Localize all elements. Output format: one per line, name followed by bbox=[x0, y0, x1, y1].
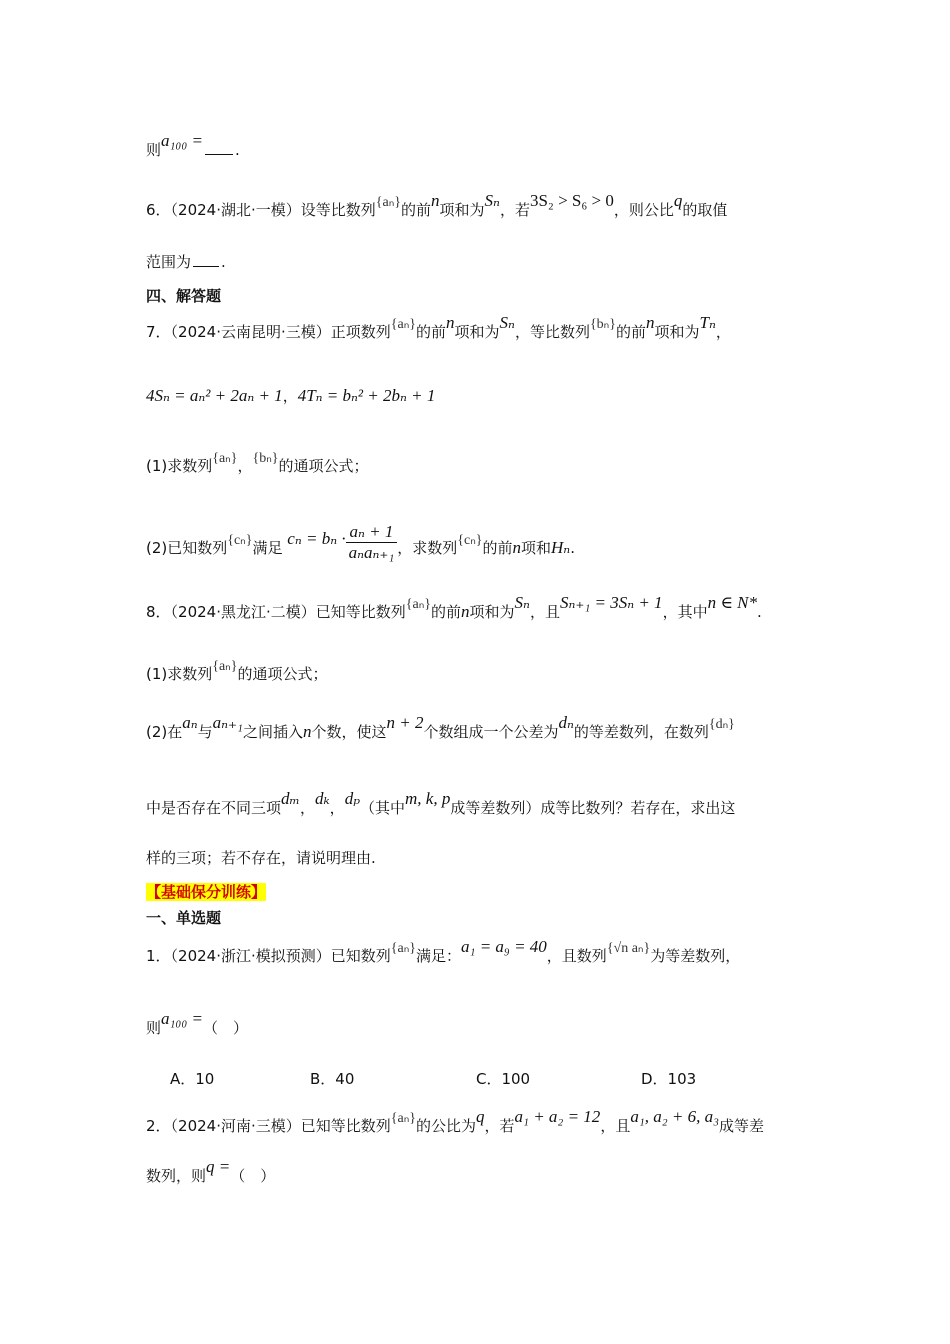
text: (1)求数列 bbox=[146, 665, 213, 683]
q8-part2 bbox=[146, 713, 735, 744]
section-title: 一、单选题 bbox=[146, 909, 222, 927]
math-sn: Sₙ bbox=[499, 313, 515, 332]
text: ，等比数列 bbox=[514, 323, 590, 341]
option-a[interactable]: A．10 bbox=[170, 1070, 215, 1088]
math-seq-dn: {dₙ} bbox=[708, 717, 735, 732]
text: ，且 bbox=[529, 603, 560, 621]
text: 项和为 bbox=[439, 201, 485, 219]
text: （其中 bbox=[360, 799, 406, 817]
math-n: n bbox=[461, 602, 470, 621]
text: ， bbox=[282, 387, 298, 405]
math-n: n bbox=[446, 313, 455, 332]
math-dk: dₖ bbox=[314, 789, 330, 808]
math-n: n bbox=[431, 191, 440, 210]
math-sn: Sₙ bbox=[484, 191, 500, 210]
text: ，若 bbox=[499, 201, 530, 219]
math-seq-an: {aₙ} bbox=[212, 451, 238, 466]
text: ， bbox=[299, 799, 315, 817]
text: 样的三项；若不存在，请说明理由. bbox=[146, 849, 376, 867]
option-c[interactable]: C．100 bbox=[476, 1070, 531, 1088]
math-q: q bbox=[673, 191, 683, 210]
math-seq-an: {aₙ} bbox=[390, 941, 417, 956]
math-an-plus-1: aₙ₊₁ bbox=[212, 713, 243, 732]
math-seq-an: {aₙ} bbox=[390, 1111, 417, 1126]
math-dp: dₚ bbox=[344, 789, 360, 808]
question-number: 8． bbox=[146, 603, 171, 621]
q8-part1 bbox=[146, 659, 328, 686]
text: 已知等比数列 bbox=[300, 1117, 391, 1135]
text: . bbox=[221, 253, 226, 271]
math-q-eq: q = bbox=[206, 1157, 231, 1176]
math-cn-def: cₙ = bₙ · bbox=[287, 529, 346, 548]
question-source: （2024·云南昆明·三模） bbox=[170, 323, 331, 341]
math-n: n bbox=[646, 313, 655, 332]
text: 的前 bbox=[615, 323, 646, 341]
option-d[interactable]: D．103 bbox=[641, 1070, 697, 1088]
math-n-in-n: n ∈ N* bbox=[707, 593, 758, 612]
answer-paren: （ ） bbox=[230, 1167, 276, 1185]
text: 项和为 bbox=[654, 323, 700, 341]
text: 成等差数列）成等比数列？若存在，求出这 bbox=[450, 799, 736, 817]
text: ， bbox=[237, 457, 253, 475]
math-mkp: m, k, p bbox=[405, 789, 451, 808]
section-tag: 【基础保分训练】 bbox=[146, 883, 267, 901]
text: 则 bbox=[146, 1019, 162, 1037]
math-seq-sqrt: {√n aₙ} bbox=[606, 941, 651, 956]
text: . bbox=[570, 539, 575, 557]
answer-blank bbox=[193, 264, 219, 267]
b2-line-1 bbox=[146, 1107, 765, 1138]
math-dm: dₘ bbox=[281, 789, 300, 808]
text: 的公比为 bbox=[416, 1117, 477, 1135]
b2-line-2 bbox=[146, 1157, 276, 1186]
fraction-numerator: aₙ + 1 bbox=[346, 522, 398, 543]
math-equation: 4Tₙ = bₙ² + 2bₙ + 1 bbox=[297, 386, 436, 405]
q5-tail-line bbox=[146, 131, 240, 160]
math-dn: dₙ bbox=[558, 713, 574, 732]
text: ，则公比 bbox=[613, 201, 674, 219]
answer-blank bbox=[205, 152, 233, 155]
q7-part2 bbox=[146, 522, 575, 569]
math-n: n bbox=[302, 722, 312, 741]
question-number: 6． bbox=[146, 201, 171, 219]
math-n: n bbox=[512, 538, 522, 557]
math-a100: a₁₀₀ = bbox=[161, 131, 203, 150]
q7-line-2 bbox=[146, 386, 435, 406]
text: ， bbox=[715, 323, 731, 341]
section-title: 四、解答题 bbox=[146, 287, 222, 305]
text: ，其中 bbox=[662, 603, 708, 621]
text: 已知数列 bbox=[330, 947, 391, 965]
math-terms: a₁, a₂ + 6, a₃ bbox=[630, 1107, 720, 1126]
question-number: 7． bbox=[146, 323, 171, 341]
text: 设等比数列 bbox=[300, 201, 376, 219]
text: 与 bbox=[197, 723, 213, 741]
math-n-plus-2: n + 2 bbox=[386, 713, 424, 732]
text: 成等差 bbox=[719, 1117, 765, 1135]
text: ，若 bbox=[484, 1117, 515, 1135]
math-seq-bn: {bₙ} bbox=[589, 317, 616, 332]
text: (2)已知数列 bbox=[146, 539, 228, 557]
text: 为等差数列， bbox=[650, 947, 741, 965]
math-seq-bn: {bₙ} bbox=[252, 451, 279, 466]
text: (2)在 bbox=[146, 723, 183, 741]
q8-part2-end bbox=[146, 848, 376, 868]
text: 满足： bbox=[416, 947, 462, 965]
text: 的通项公式； bbox=[237, 665, 328, 683]
text: 的通项公式； bbox=[278, 457, 369, 475]
section-tag-line bbox=[146, 882, 266, 902]
question-number: 1． bbox=[146, 947, 171, 965]
question-source: （2024·浙江·模拟预测） bbox=[170, 947, 331, 965]
text: 的等差数列，在数列 bbox=[573, 723, 709, 741]
math-hn: Hₙ bbox=[551, 538, 571, 557]
math-seq-cn: {cₙ} bbox=[227, 533, 253, 548]
q7-line-1 bbox=[146, 313, 731, 344]
math-seq-an: {aₙ} bbox=[212, 659, 238, 674]
math-tn: Tₙ bbox=[699, 313, 716, 332]
text: 的前 bbox=[401, 201, 432, 219]
answer-paren: （ ） bbox=[202, 1019, 248, 1037]
text: 已知等比数列 bbox=[315, 603, 406, 621]
text: ，求数列 bbox=[397, 539, 458, 557]
text: ，且数列 bbox=[546, 947, 607, 965]
math-sn: Sₙ bbox=[514, 593, 530, 612]
question-number: 2． bbox=[146, 1117, 171, 1135]
text: 则 bbox=[146, 141, 162, 159]
text: 的前 bbox=[416, 323, 447, 341]
math-fraction bbox=[346, 522, 398, 563]
option-b[interactable]: B．40 bbox=[310, 1070, 355, 1088]
text: (1)求数列 bbox=[146, 457, 213, 475]
math-seq-cn: {cₙ} bbox=[457, 533, 483, 548]
math-seq-an: {aₙ} bbox=[375, 195, 402, 210]
text: ， bbox=[329, 799, 345, 817]
section-heading bbox=[146, 286, 221, 306]
question-source: （2024·河南·三模） bbox=[170, 1117, 301, 1135]
text: . bbox=[234, 141, 240, 159]
math-inequality: 3S₂ > S₆ > 0 bbox=[529, 191, 614, 210]
math-equation: Sₙ₊₁ = 3Sₙ + 1 bbox=[559, 593, 663, 612]
math-q: q bbox=[476, 1107, 485, 1126]
math-equation: a₁ + a₂ = 12 bbox=[514, 1107, 601, 1126]
text: 的前 bbox=[431, 603, 462, 621]
math-seq-an: {aₙ} bbox=[405, 597, 432, 612]
text: 之间插入 bbox=[242, 723, 303, 741]
math-seq-an: {aₙ} bbox=[390, 317, 417, 332]
fraction-denominator: aₙaₙ₊₁ bbox=[348, 543, 395, 562]
text: 的前 bbox=[482, 539, 513, 557]
b1-line-2 bbox=[146, 1009, 248, 1038]
text: . bbox=[757, 603, 762, 621]
text: 数列，则 bbox=[146, 1167, 207, 1185]
q7-part1 bbox=[146, 451, 369, 478]
text: 满足 bbox=[252, 539, 283, 557]
q8-line-1 bbox=[146, 593, 762, 624]
text: 中是否存在不同三项 bbox=[146, 799, 282, 817]
question-source: （2024·黑龙江·二模） bbox=[170, 603, 316, 621]
math-equation: a₁ = a₉ = 40 bbox=[461, 937, 547, 956]
q8-part2-cont bbox=[146, 789, 736, 818]
text: ，且 bbox=[600, 1117, 631, 1135]
math-an: aₙ bbox=[182, 713, 198, 732]
math-equation: 4Sₙ = aₙ² + 2aₙ + 1 bbox=[146, 386, 283, 405]
question-source: （2024·湖北·一模） bbox=[170, 201, 301, 219]
text: 项和 bbox=[521, 539, 552, 557]
q6-line-1 bbox=[146, 191, 728, 222]
text: 项和为 bbox=[454, 323, 500, 341]
section-heading bbox=[146, 908, 221, 928]
text: 正项数列 bbox=[330, 323, 391, 341]
text: 范围为 bbox=[146, 253, 192, 271]
text: 个数，使这 bbox=[311, 723, 387, 741]
b1-line-1 bbox=[146, 937, 741, 968]
q6-line-2 bbox=[146, 252, 226, 272]
text: 项和为 bbox=[469, 603, 515, 621]
text: 的取值 bbox=[682, 201, 728, 219]
math-a100: a₁₀₀ = bbox=[161, 1009, 203, 1028]
text: 个数组成一个公差为 bbox=[423, 723, 559, 741]
